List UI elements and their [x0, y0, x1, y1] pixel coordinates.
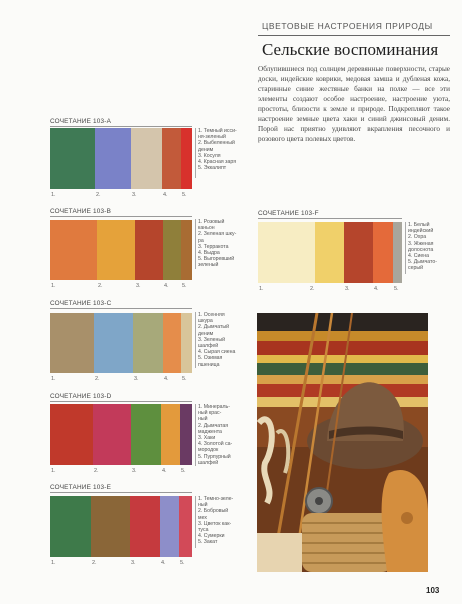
swatch-number: 5. — [180, 560, 185, 566]
swatch — [315, 222, 344, 283]
swatch — [95, 128, 131, 189]
combo-title: СОЧЕТАНИЕ 103-E — [50, 484, 112, 491]
combo-rule — [258, 218, 402, 219]
combo-title: СОЧЕТАНИЕ 103-D — [50, 393, 112, 400]
combo-rule — [50, 126, 192, 127]
swatch — [50, 496, 91, 557]
color-legend: 1. Минераль- ный крас- ный 2. Дымчатая маджента 3. Хаки 4. Золотой са- мородок 5. Пурпурный шалфей — [198, 404, 233, 466]
swatch — [160, 496, 179, 557]
color-legend: 1. Темно-зеле- ный 2. Бобровый мех 3. Цветок как- туса 4. Сумерки 5. Закат — [198, 496, 234, 546]
swatch-number: 1. — [51, 376, 56, 382]
legend-rule — [195, 128, 196, 178]
swatch — [181, 313, 192, 373]
running-title: ЦВЕТОВЫЕ НАСТРОЕНИЯ ПРИРОДЫ — [262, 21, 433, 31]
header-rule — [258, 35, 450, 36]
swatch-number: 1. — [51, 560, 56, 566]
swatch — [50, 128, 95, 189]
swatch-number: 3. — [132, 192, 137, 198]
color-legend: 1. Розовый каньон 2. Зеленая шку- ра 3. Терракота 4. Выдра 5. Выгоревший зеленый — [198, 219, 237, 269]
swatch-number: 2. — [94, 468, 99, 474]
combo-rule — [50, 216, 192, 217]
swatch — [344, 222, 373, 283]
swatch-number: 2. — [92, 560, 97, 566]
combo-title: СОЧЕТАНИЕ 103-А — [50, 118, 112, 125]
swatch-number: 1. — [51, 283, 56, 289]
swatch — [163, 313, 181, 373]
swatch-number: 5. — [394, 286, 399, 292]
combo-rule — [50, 308, 192, 309]
swatch — [373, 222, 393, 283]
swatch — [97, 220, 135, 280]
combo-rule — [50, 401, 192, 402]
swatch-number: 1. — [51, 468, 56, 474]
swatch-number: 2. — [310, 286, 315, 292]
swatch-number: 5. — [182, 283, 187, 289]
legend-rule — [195, 496, 196, 548]
swatch — [179, 496, 192, 557]
swatch — [393, 222, 402, 283]
swatch — [181, 220, 192, 280]
swatch-number: 4. — [163, 192, 168, 198]
combo-title: СОЧЕТАНИЕ 103-B — [50, 208, 112, 215]
swatch-number: 4. — [164, 283, 169, 289]
section-body: Облупившиеся под солнцем деревянные поверхности, старые доски, индейские коврики, медовая замша и дубленая кожа, старинные синие жестяные банки на полке — все эти элементы создают особое настроение, настроение уюта, простоты, близости к земле и природе. Подкрепляют такое настроение земные цвета хаки и синий джинсовый деним. Порой нас приятно удивляют вкрапления песочного и розового цвета полевых цветов. — [258, 65, 450, 143]
legend-rule — [195, 219, 196, 269]
color-legend: 1. Темный исси- ня-зеленый 2. Выбеленный деним 3. Косуля 4. Красная заря 5. Эккалипт — [198, 128, 237, 172]
rustic-still-life-photo — [257, 313, 428, 572]
legend-rule — [405, 222, 406, 274]
swatch — [258, 222, 315, 283]
swatch — [93, 404, 131, 465]
section-title: Сельские воспоминания — [262, 40, 439, 59]
swatch — [181, 128, 192, 189]
swatch — [130, 496, 160, 557]
swatch — [50, 313, 94, 373]
swatch-number: 2. — [95, 376, 100, 382]
swatch — [50, 404, 93, 465]
swatch — [180, 404, 192, 465]
swatch-number: 2. — [96, 192, 101, 198]
swatch — [91, 496, 130, 557]
swatch-number: 3. — [132, 468, 137, 474]
legend-rule — [195, 312, 196, 368]
swatch — [131, 404, 161, 465]
swatch-number: 5. — [182, 192, 187, 198]
swatch-number: 3. — [136, 283, 141, 289]
swatch — [133, 313, 163, 373]
swatch-number: 5. — [182, 376, 187, 382]
swatch-number: 3. — [345, 286, 350, 292]
swatch-number: 4. — [161, 560, 166, 566]
swatch-number: 5. — [181, 468, 186, 474]
swatch-number: 4. — [162, 468, 167, 474]
legend-rule — [195, 404, 196, 466]
swatch — [94, 313, 133, 373]
swatch-number: 1. — [259, 286, 264, 292]
swatch-number: 4. — [164, 376, 169, 382]
combo-title: СОЧЕТАНИЕ 103-C — [50, 300, 112, 307]
swatch — [163, 220, 181, 280]
swatch — [161, 404, 180, 465]
swatch-number: 3. — [131, 560, 136, 566]
swatch-number: 2. — [98, 283, 103, 289]
combo-rule — [50, 492, 192, 493]
swatch-number: 3. — [134, 376, 139, 382]
swatch-number: 4. — [374, 286, 379, 292]
swatch — [162, 128, 181, 189]
swatch — [50, 220, 97, 280]
swatch — [135, 220, 163, 280]
combo-title: СОЧЕТАНИЕ 103-F — [258, 210, 319, 217]
page-number: 103 — [426, 586, 440, 595]
color-legend: 1. Белый индейский 2. Охра 3. Жженая долоснота 4. Сиена 5. Дымчато- серый — [408, 222, 437, 272]
color-legend: 1. Осенняя шкура 2. Дымчатый деним 3. Зеленый шалфей 4. Сырая сиена 5. Озимая пшеница — [198, 312, 236, 368]
swatch — [131, 128, 162, 189]
swatch-number: 1. — [51, 192, 56, 198]
